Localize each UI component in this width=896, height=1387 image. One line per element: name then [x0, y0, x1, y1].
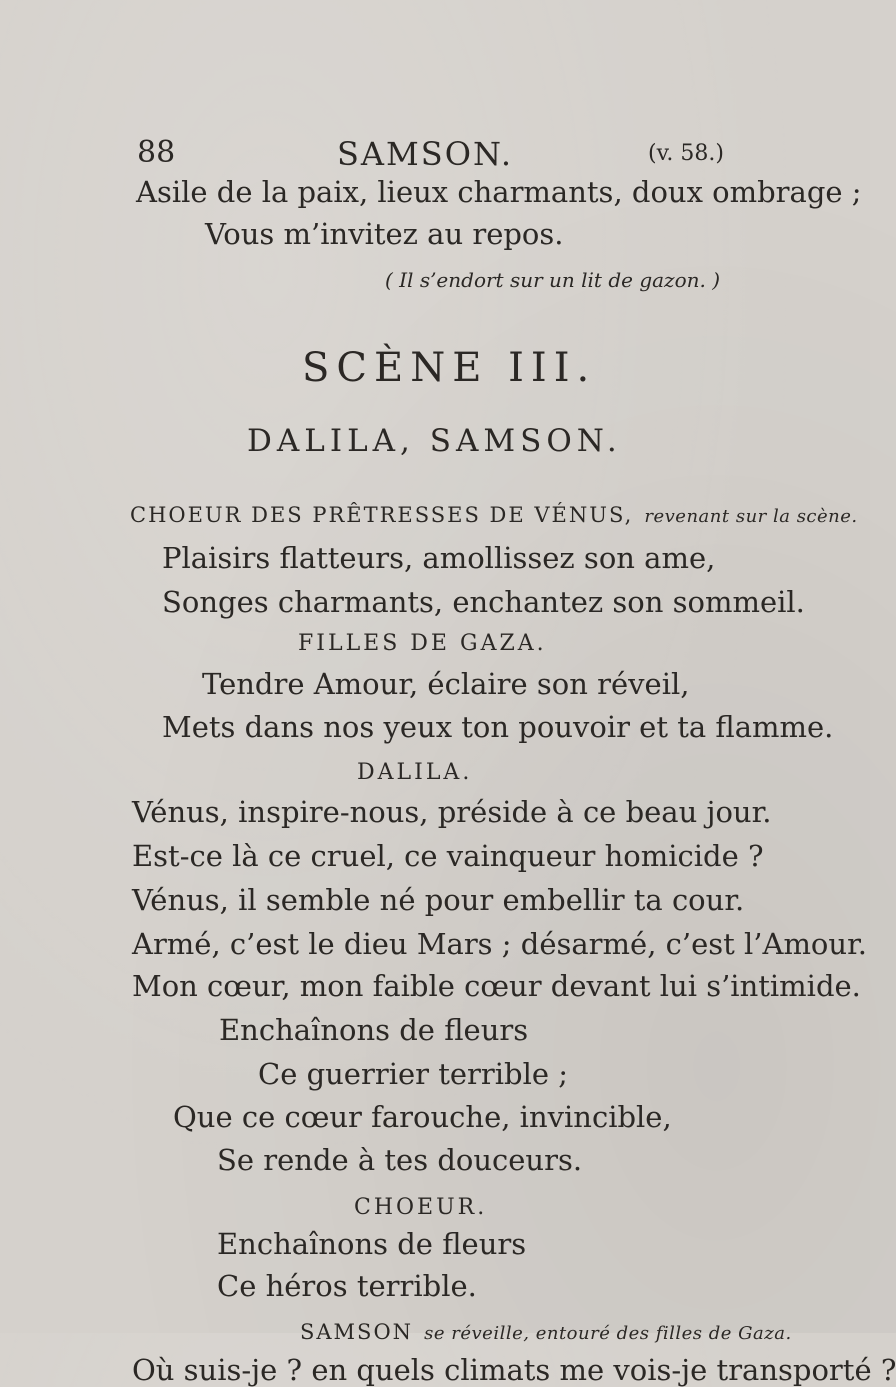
speaker-name: SAMSON: [300, 1320, 414, 1344]
verse-line: Plaisirs flatteurs, amollissez son ame,: [162, 541, 716, 575]
verse-line: Songes charmants, enchantez son sommeil.: [162, 585, 805, 619]
speaker-name: CHOEUR.: [354, 1195, 488, 1220]
verse-reference: (v. 58.): [648, 141, 724, 166]
speaker-name: FILLES DE GAZA.: [298, 631, 547, 656]
verse-line: Enchaînons de fleurs: [217, 1227, 527, 1261]
speaker-name: DALILA.: [357, 760, 473, 785]
verse-line: Enchaînons de fleurs: [219, 1013, 529, 1047]
scene-cast: DALILA, SAMSON.: [247, 423, 622, 459]
scene-title: SCÈNE III.: [302, 345, 597, 391]
page-number: 88: [137, 135, 176, 170]
verse-line: Est-ce là ce cruel, ce vainqueur homicide ?: [132, 839, 764, 873]
verse-line: Ce guerrier terrible ;: [258, 1057, 569, 1091]
running-title: SAMSON.: [337, 135, 514, 173]
speaker-name: CHOEUR DES PRÊTRESSES DE VÉNUS,: [130, 503, 634, 527]
verse-line: Vénus, il semble né pour embellir ta cour.: [132, 883, 745, 917]
stage-direction: revenant sur la scène.: [644, 506, 858, 527]
verse-line: Armé, c’est le dieu Mars ; désarmé, c’est l’Amour.: [132, 927, 867, 961]
verse-line: Que ce cœur farouche, invincible,: [173, 1100, 672, 1134]
verse-line: Vénus, inspire-nous, préside à ce beau jour.: [132, 795, 772, 829]
verse-line: Ce héros terrible.: [217, 1269, 477, 1303]
verse-line: Où suis-je ? en quels climats me vois-je transporté ?: [132, 1353, 896, 1387]
verse-line: Mon cœur, mon faible cœur devant lui s’intimide.: [132, 969, 861, 1003]
chorus-heading: [130, 505, 858, 526]
verse-line: Mets dans nos yeux ton pouvoir et ta flamme.: [162, 710, 834, 744]
verse-line: Asile de la paix, lieux charmants, doux ombrage ;: [136, 175, 862, 209]
verse-line: Tendre Amour, éclaire son réveil,: [202, 667, 690, 701]
stage-direction: se réveille, entouré des filles de Gaza.: [424, 1323, 792, 1344]
verse-line: Vous m’invitez au repos.: [205, 217, 564, 251]
verse-line: Se rende à tes douceurs.: [217, 1143, 583, 1177]
stage-direction: ( Il s’endort sur un lit de gazon. ): [385, 268, 721, 292]
samson-heading: [300, 1322, 792, 1343]
